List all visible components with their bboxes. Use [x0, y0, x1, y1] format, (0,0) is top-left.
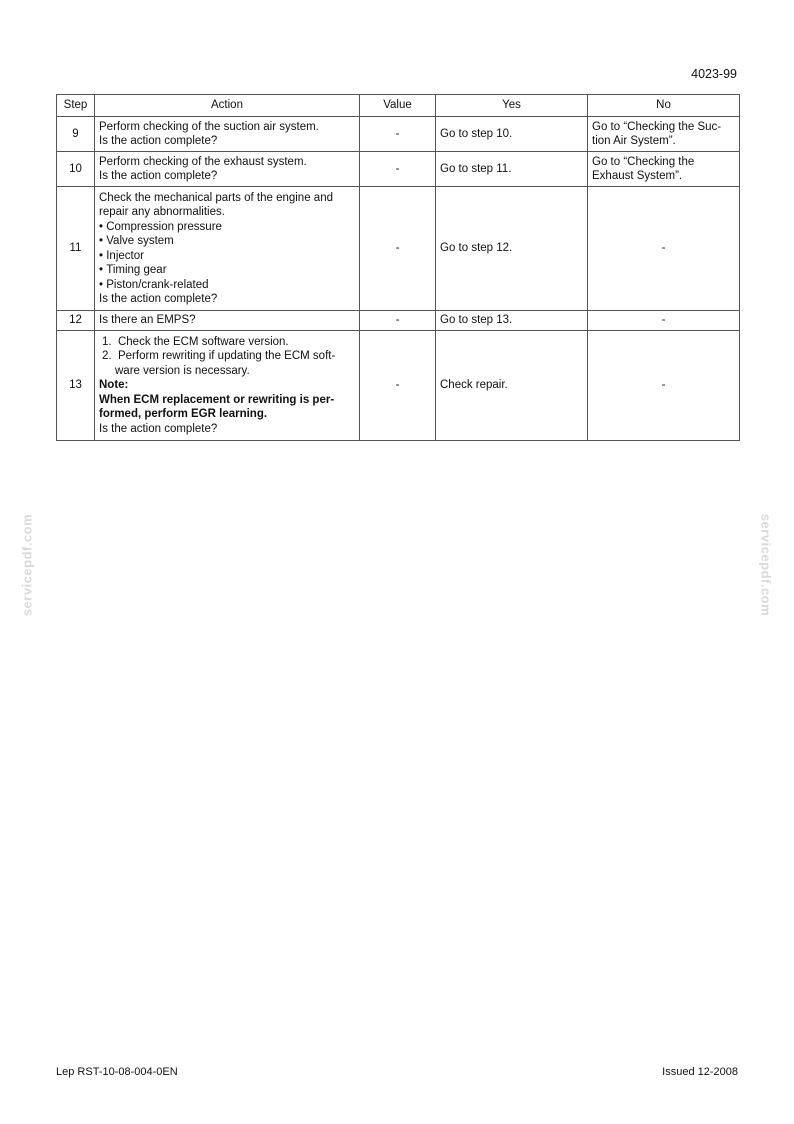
yes-cell: Check repair. — [436, 331, 588, 441]
action-question: Is the action complete? — [99, 422, 218, 435]
step-number: 10 — [57, 152, 95, 187]
header-step: Step — [57, 95, 95, 117]
no-line: tion Air System”. — [592, 135, 676, 147]
no-line: Go to “Checking the — [592, 155, 695, 168]
page-number: 4023-99 — [691, 67, 737, 81]
table-row — [57, 331, 740, 441]
action-question: Is the action complete? — [99, 293, 218, 305]
yes-cell: Go to step 13. — [436, 311, 588, 331]
item-text: Perform rewriting if updating the ECM soft-ware version is necessary. — [115, 350, 336, 377]
action-numbered-item — [99, 335, 355, 350]
no-line: Go to “Checking the Suc- — [592, 120, 722, 133]
step-number: 9 — [57, 117, 95, 152]
item-text: Check the ECM software version. — [117, 335, 289, 348]
value-cell: - — [360, 187, 436, 311]
item-number: 1. — [102, 335, 112, 348]
header-action: Action — [95, 95, 360, 117]
watermark-left: servicepdf.com — [19, 513, 35, 617]
yes-cell: Go to step 10. — [436, 117, 588, 152]
footer-document-code: Lep RST-10-08-004-0EN — [56, 1066, 178, 1078]
no-cell: - — [588, 311, 740, 331]
note-text: formed, perform EGR learning. — [99, 408, 268, 421]
note-label: Note: — [99, 379, 129, 392]
action-line: repair any abnormalities. — [99, 206, 225, 218]
no-cell: - — [588, 331, 740, 441]
action-bullet: • Compression pressure — [99, 220, 355, 235]
no-line: Exhaust System”. — [592, 170, 683, 182]
header-yes: Yes — [436, 95, 588, 117]
action-bullet: • Timing gear — [99, 263, 355, 278]
watermark-right: servicepdf.com — [758, 513, 774, 617]
table-row — [57, 117, 740, 152]
value-cell: - — [360, 311, 436, 331]
header-value: Value — [360, 95, 436, 117]
action-bullet: • Valve system — [99, 234, 355, 249]
yes-cell: Go to step 12. — [436, 187, 588, 311]
step-number: 13 — [57, 331, 95, 441]
action-line: Check the mechanical parts of the engine and — [99, 191, 333, 204]
table-row — [57, 311, 740, 331]
action-cell — [95, 187, 360, 311]
table-row — [57, 152, 740, 187]
value-cell: - — [360, 117, 436, 152]
action-cell — [95, 117, 360, 152]
yes-cell: Go to step 11. — [436, 152, 588, 187]
action-cell — [95, 331, 360, 441]
action-line: Perform checking of the exhaust system. — [99, 155, 307, 168]
no-cell: - — [588, 187, 740, 311]
action-question: Is the action complete? — [99, 135, 218, 147]
no-cell — [588, 117, 740, 152]
action-cell — [95, 311, 360, 331]
action-line: Perform checking of the suction air system. — [99, 120, 319, 133]
table-header-row — [57, 95, 740, 117]
step-number: 11 — [57, 187, 95, 311]
action-cell — [95, 152, 360, 187]
action-question: Is the action complete? — [99, 170, 218, 182]
item-number: 2. — [102, 350, 112, 363]
value-cell: - — [360, 152, 436, 187]
no-cell — [588, 152, 740, 187]
header-no: No — [588, 95, 740, 117]
footer-issue-date: Issued 12-2008 — [662, 1066, 738, 1078]
diagnostic-steps-table — [56, 94, 740, 441]
action-question: Is there an EMPS? — [99, 314, 196, 327]
table-row — [57, 187, 740, 311]
value-cell: - — [360, 331, 436, 441]
action-bullet: • Injector — [99, 249, 355, 264]
action-numbered-item — [99, 349, 355, 378]
step-number: 12 — [57, 311, 95, 331]
action-bullet: • Piston/crank-related — [99, 278, 355, 293]
note-text: When ECM replacement or rewriting is per- — [99, 393, 335, 406]
